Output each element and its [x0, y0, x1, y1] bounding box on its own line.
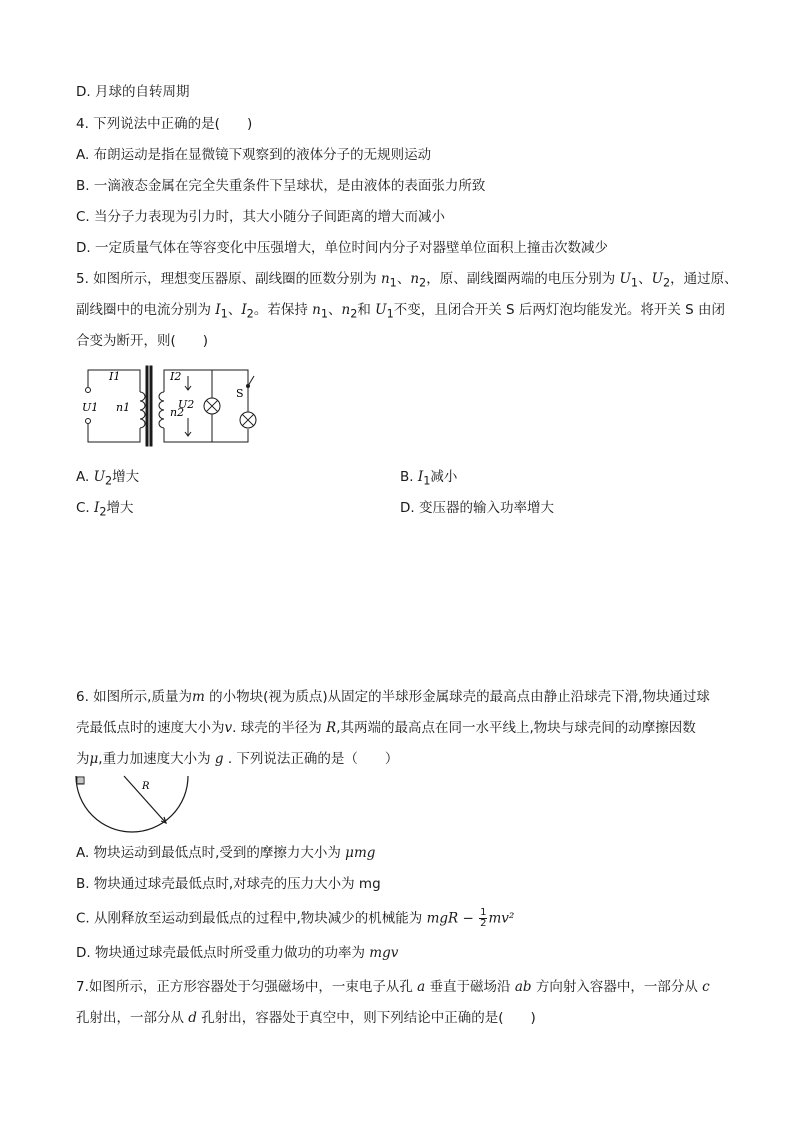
q5-sub: 2: [104, 474, 113, 488]
q6-option-d-expr: mgv: [369, 945, 399, 961]
q5-option-a-pre: A.: [76, 469, 94, 485]
q6-text: 6. 如图所示,质量为: [76, 689, 192, 705]
fraction-one-half: [479, 908, 487, 929]
q5-stem-line2: [76, 301, 725, 324]
q5-var: I: [94, 500, 100, 516]
q6-text: 壳最低点时的速度大小为: [76, 720, 225, 736]
q5-sub: 1: [220, 307, 228, 321]
q6-option-a-pre: A. 物块运动到最低点时,受到的摩擦力大小为: [76, 845, 346, 861]
q7-text: 垂直于磁场沿: [425, 979, 515, 995]
q6-option-c-expr: mgR −: [426, 910, 479, 927]
q6-text: 的小物块(视为质点)从固定的半球形金属球壳的最高点由静止沿球壳下滑,物块通过球: [204, 689, 710, 705]
q5-sep: 、: [638, 271, 652, 287]
q5-var-U1: U: [375, 302, 387, 318]
q5-sub: 2: [419, 276, 427, 290]
q5-sub: 2: [662, 276, 671, 290]
q5-var-n1: n: [380, 271, 390, 287]
q6-var-v: v: [224, 720, 233, 736]
label-I2: I2: [170, 370, 182, 383]
label-n1: n1: [116, 401, 131, 414]
q7-var-c: c: [702, 979, 710, 995]
q5-text: 5. 如图所示，理想变压器原、副线圈的匝数分别为: [76, 271, 381, 287]
q6-stem-line1: [76, 688, 710, 706]
q6-option-c-expr: mv²: [488, 910, 515, 927]
q5-option-c-pre: C.: [76, 500, 95, 516]
q5-sub: 2: [99, 505, 107, 519]
q5-var-n2: n: [341, 302, 351, 318]
q6-option-a: [76, 844, 375, 862]
q7-var-ab: ab: [514, 979, 532, 995]
q7-var-d: d: [188, 1010, 197, 1026]
q6-text: 为: [76, 751, 90, 767]
q5-sub: 1: [386, 307, 394, 321]
q5-sub: 1: [423, 474, 431, 488]
q7-stem-line2: [76, 1009, 536, 1027]
q5-text: 不变，且闭合开关 S 后两灯泡均能发光。将开关 S 由闭: [393, 302, 726, 318]
q6-text: . 球壳的半径为: [232, 720, 327, 736]
q4-option-c: C. 当分子力表现为引力时，其大小随分子间距离的增大而减小: [76, 209, 446, 225]
q6-option-d: [76, 944, 398, 962]
q5-var-U2: U: [651, 271, 663, 287]
q7-text: 7.如图所示，正方形容器处于匀强磁场中，一束电子从孔: [76, 979, 418, 995]
q6-text: ,其两端的最高点在同一水平线上,物块与球壳间的动摩擦因数: [336, 720, 696, 736]
q6-option-d-pre: D. 物块通过球壳最低点时所受重力做功的功率为: [76, 945, 370, 961]
fraction-numerator: 1: [480, 907, 487, 918]
label-R: R: [142, 781, 150, 792]
q5-var: U: [93, 469, 105, 485]
q5-var-I1: I: [215, 302, 221, 318]
q6-option-c-pre: C. 从刚释放至运动到最低点的过程中,物块减少的机械能为: [76, 910, 427, 927]
q5-option-d: D. 变压器的输入功率增大: [400, 500, 554, 516]
label-U1: U1: [82, 401, 99, 414]
transformer-circuit-diagram: [78, 364, 278, 448]
label-I1: I1: [109, 370, 121, 383]
q3-option-d: D. 月球的自转周期: [76, 84, 190, 100]
q7-text: 孔射出，一部分从: [76, 1010, 189, 1026]
q5-var-U1: U: [619, 271, 631, 287]
q5-sep: 、: [396, 271, 411, 287]
q6-var-m: m: [191, 689, 205, 705]
q4-stem: 4. 下列说法中正确的是( ): [76, 116, 253, 132]
label-switch-S: S: [236, 387, 244, 400]
q5-option-c-post: 增大: [106, 500, 134, 516]
q5-var: I: [417, 469, 424, 485]
q4-option-b: B. 一滴液态金属在完全失重条件下呈球状，是由液体的表面张力所致: [76, 178, 486, 194]
q5-var-n2: n: [410, 271, 420, 287]
q5-sub: 1: [320, 307, 328, 321]
q5-stem-line1: [76, 270, 738, 293]
q5-option-a-post: 增大: [112, 469, 140, 485]
q5-option-b: [400, 468, 457, 491]
q7-var-a: a: [417, 979, 426, 995]
q6-stem-line2: [76, 719, 696, 737]
q6-var-g: g: [214, 751, 224, 767]
q7-text: 孔射出，容器处于真空中，则下列结论中正确的是( ): [196, 1010, 536, 1026]
q5-text: 和: [357, 302, 376, 318]
q6-option-c: [76, 908, 514, 929]
q6-option-b: B. 物块通过球壳最低点时,对球壳的压力大小为 mg: [76, 876, 381, 892]
q7-stem-line1: [76, 978, 710, 996]
q5-option-c: [76, 499, 134, 522]
q6-stem-line3: [76, 750, 398, 768]
q5-option-a: [76, 468, 139, 491]
q5-sep: 、: [227, 302, 242, 318]
q4-option-a: A. 布朗运动是指在显微镜下观察到的液体分子的无规则运动: [76, 147, 432, 163]
hemisphere-shell-diagram: [72, 773, 196, 835]
q6-text: . 下列说法正确的是（ ）: [223, 751, 399, 767]
q5-sub: 2: [350, 307, 358, 321]
q5-text: ，通过原、: [670, 271, 738, 287]
q5-option-b-pre: B.: [400, 469, 418, 485]
q5-text: 。若保持: [253, 302, 313, 318]
q6-var-R: R: [326, 720, 337, 736]
fraction-denominator: 2: [480, 918, 487, 929]
q7-text: 方向射入容器中，一部分从: [531, 979, 703, 995]
q5-text: 副线圈中的电流分别为: [76, 302, 216, 318]
q5-var-I2: I: [241, 302, 247, 318]
q6-option-a-expr: μmg: [345, 845, 376, 861]
label-U2: U2: [178, 398, 195, 411]
q6-var-mu: μ: [89, 751, 99, 767]
q5-var-n1: n: [312, 302, 321, 318]
q5-stem-line3: 合变为断开，则( ): [76, 333, 209, 349]
q5-option-b-post: 减小: [430, 469, 458, 485]
label-n2: n2: [170, 406, 185, 419]
q5-text: ，原、副线圈两端的电压分别为: [426, 271, 620, 287]
q5-sep: 、: [328, 302, 342, 318]
q5-sub: 2: [246, 307, 254, 321]
q6-text: ,重力加速度大小为: [98, 751, 215, 767]
q5-sub: 1: [630, 276, 639, 290]
q4-option-d: D. 一定质量气体在等容变化中压强增大，单位时间内分子对器壁单位面积上撞击次数减少: [76, 240, 608, 256]
q5-sub: 1: [389, 276, 397, 290]
